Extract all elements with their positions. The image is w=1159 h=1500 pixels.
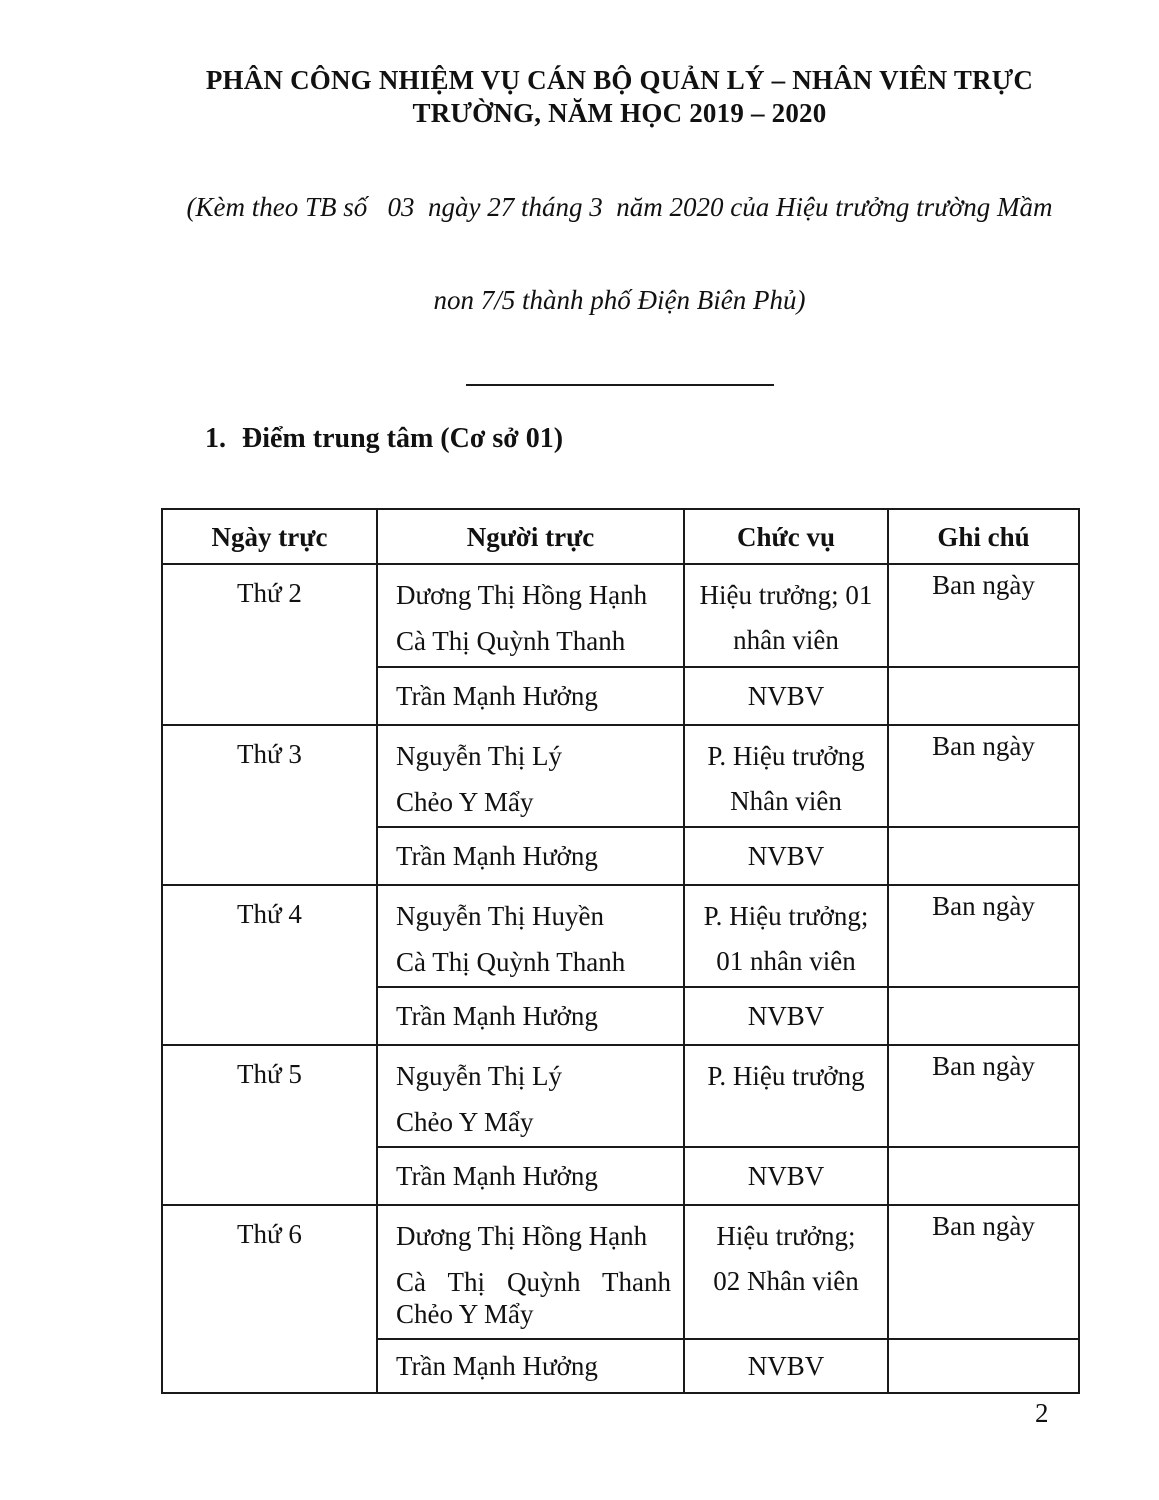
document-title	[161, 64, 1078, 130]
table-row	[162, 1205, 1079, 1339]
role-cell	[684, 885, 888, 987]
staff-name: Cà Thị Quỳnh Thanh	[396, 947, 626, 977]
guard-note-cell	[888, 827, 1079, 885]
staff-name: Cà Thị Quỳnh Thanh	[396, 1267, 671, 1297]
note-cell: Ban ngày	[888, 1045, 1079, 1147]
subtitle-divider-line	[466, 384, 774, 386]
table-row	[162, 1045, 1079, 1147]
document-title-line-2: TRƯỜNG, NĂM HỌC 2019 – 2020	[412, 98, 827, 128]
guard-name-cell: Trần Mạnh Hưởng	[377, 1147, 684, 1205]
role-line: P. Hiệu trưởng;	[703, 901, 869, 931]
guard-note-cell	[888, 987, 1079, 1045]
staff-name: Chẻo Y Mẩy	[396, 1107, 534, 1137]
document-subtitle-line-1: (Kèm theo TB số 03 ngày 27 tháng 3 năm 2020 của Hiệu trưởng trường Mầm	[186, 192, 1053, 222]
section-title: Điểm trung tâm (Cơ sở 01)	[242, 423, 564, 454]
document-subtitle-line-2: non 7/5 thành phố Điện Biên Phủ)	[433, 285, 806, 315]
column-header-person: Người trực	[377, 509, 684, 564]
role-line: P. Hiệu trưởng	[707, 1061, 865, 1091]
role-line: 01 nhân viên	[716, 946, 856, 976]
guard-role-cell: NVBV	[684, 827, 888, 885]
staff-name: Dương Thị Hồng Hạnh	[396, 580, 648, 610]
table-header-row	[162, 509, 1079, 564]
column-header-position: Chức vụ	[684, 509, 888, 564]
section-number: 1.	[205, 423, 226, 454]
page-number: 2	[1035, 1398, 1049, 1428]
document-subtitle	[161, 130, 1078, 378]
day-cell: Thứ 5	[162, 1045, 377, 1205]
role-line: nhân viên	[733, 625, 839, 655]
role-cell	[684, 1205, 888, 1339]
staff-name: Nguyễn Thị Lý	[396, 741, 562, 771]
table-row	[162, 564, 1079, 667]
role-line: 02 Nhân viên	[713, 1266, 859, 1296]
note-cell: Ban ngày	[888, 725, 1079, 827]
role-line: Hiệu trưởng;	[716, 1221, 856, 1251]
role-cell	[684, 725, 888, 827]
guard-note-cell	[888, 667, 1079, 725]
document-content	[161, 0, 1078, 1394]
role-line: Nhân viên	[730, 786, 842, 816]
staff-cell	[377, 885, 684, 987]
table-row	[162, 885, 1079, 987]
staff-name: Cà Thị Quỳnh Thanh	[396, 626, 626, 656]
day-cell: Thứ 3	[162, 725, 377, 885]
staff-name: Nguyễn Thị Huyền	[396, 901, 604, 931]
section-heading	[205, 420, 1078, 458]
guard-note-cell	[888, 1147, 1079, 1205]
staff-cell	[377, 564, 684, 667]
guard-name-cell: Trần Mạnh Hưởng	[377, 1339, 684, 1393]
guard-role-cell: NVBV	[684, 667, 888, 725]
day-cell: Thứ 6	[162, 1205, 377, 1393]
guard-name-cell: Trần Mạnh Hưởng	[377, 667, 684, 725]
table-row	[162, 725, 1079, 827]
day-cell: Thứ 2	[162, 564, 377, 725]
staff-name: Chẻo Y Mẩy	[396, 1299, 534, 1329]
staff-name: Chẻo Y Mẩy	[396, 787, 534, 817]
note-cell: Ban ngày	[888, 885, 1079, 987]
guard-role-cell: NVBV	[684, 1147, 888, 1205]
column-header-day: Ngày trực	[162, 509, 377, 564]
document-title-line-1: PHÂN CÔNG NHIỆM VỤ CÁN BỘ QUẢN LÝ – NHÂN VIÊN TRỰC	[205, 65, 1034, 95]
guard-name-cell: Trần Mạnh Hưởng	[377, 987, 684, 1045]
duty-schedule-table	[161, 508, 1080, 1394]
staff-cell	[377, 725, 684, 827]
guard-role-cell: NVBV	[684, 987, 888, 1045]
role-line: Hiệu trưởng; 01	[699, 580, 873, 610]
guard-name-cell: Trần Mạnh Hưởng	[377, 827, 684, 885]
role-line: P. Hiệu trưởng	[707, 741, 865, 771]
guard-note-cell	[888, 1339, 1079, 1393]
note-cell: Ban ngày	[888, 564, 1079, 667]
staff-name: Nguyễn Thị Lý	[396, 1061, 562, 1091]
note-cell: Ban ngày	[888, 1205, 1079, 1339]
day-cell: Thứ 4	[162, 885, 377, 1045]
column-header-note: Ghi chú	[888, 509, 1079, 564]
role-cell	[684, 1045, 888, 1147]
guard-role-cell: NVBV	[684, 1339, 888, 1393]
role-cell	[684, 564, 888, 667]
staff-cell	[377, 1205, 684, 1339]
staff-cell	[377, 1045, 684, 1147]
staff-name: Dương Thị Hồng Hạnh	[396, 1221, 648, 1251]
